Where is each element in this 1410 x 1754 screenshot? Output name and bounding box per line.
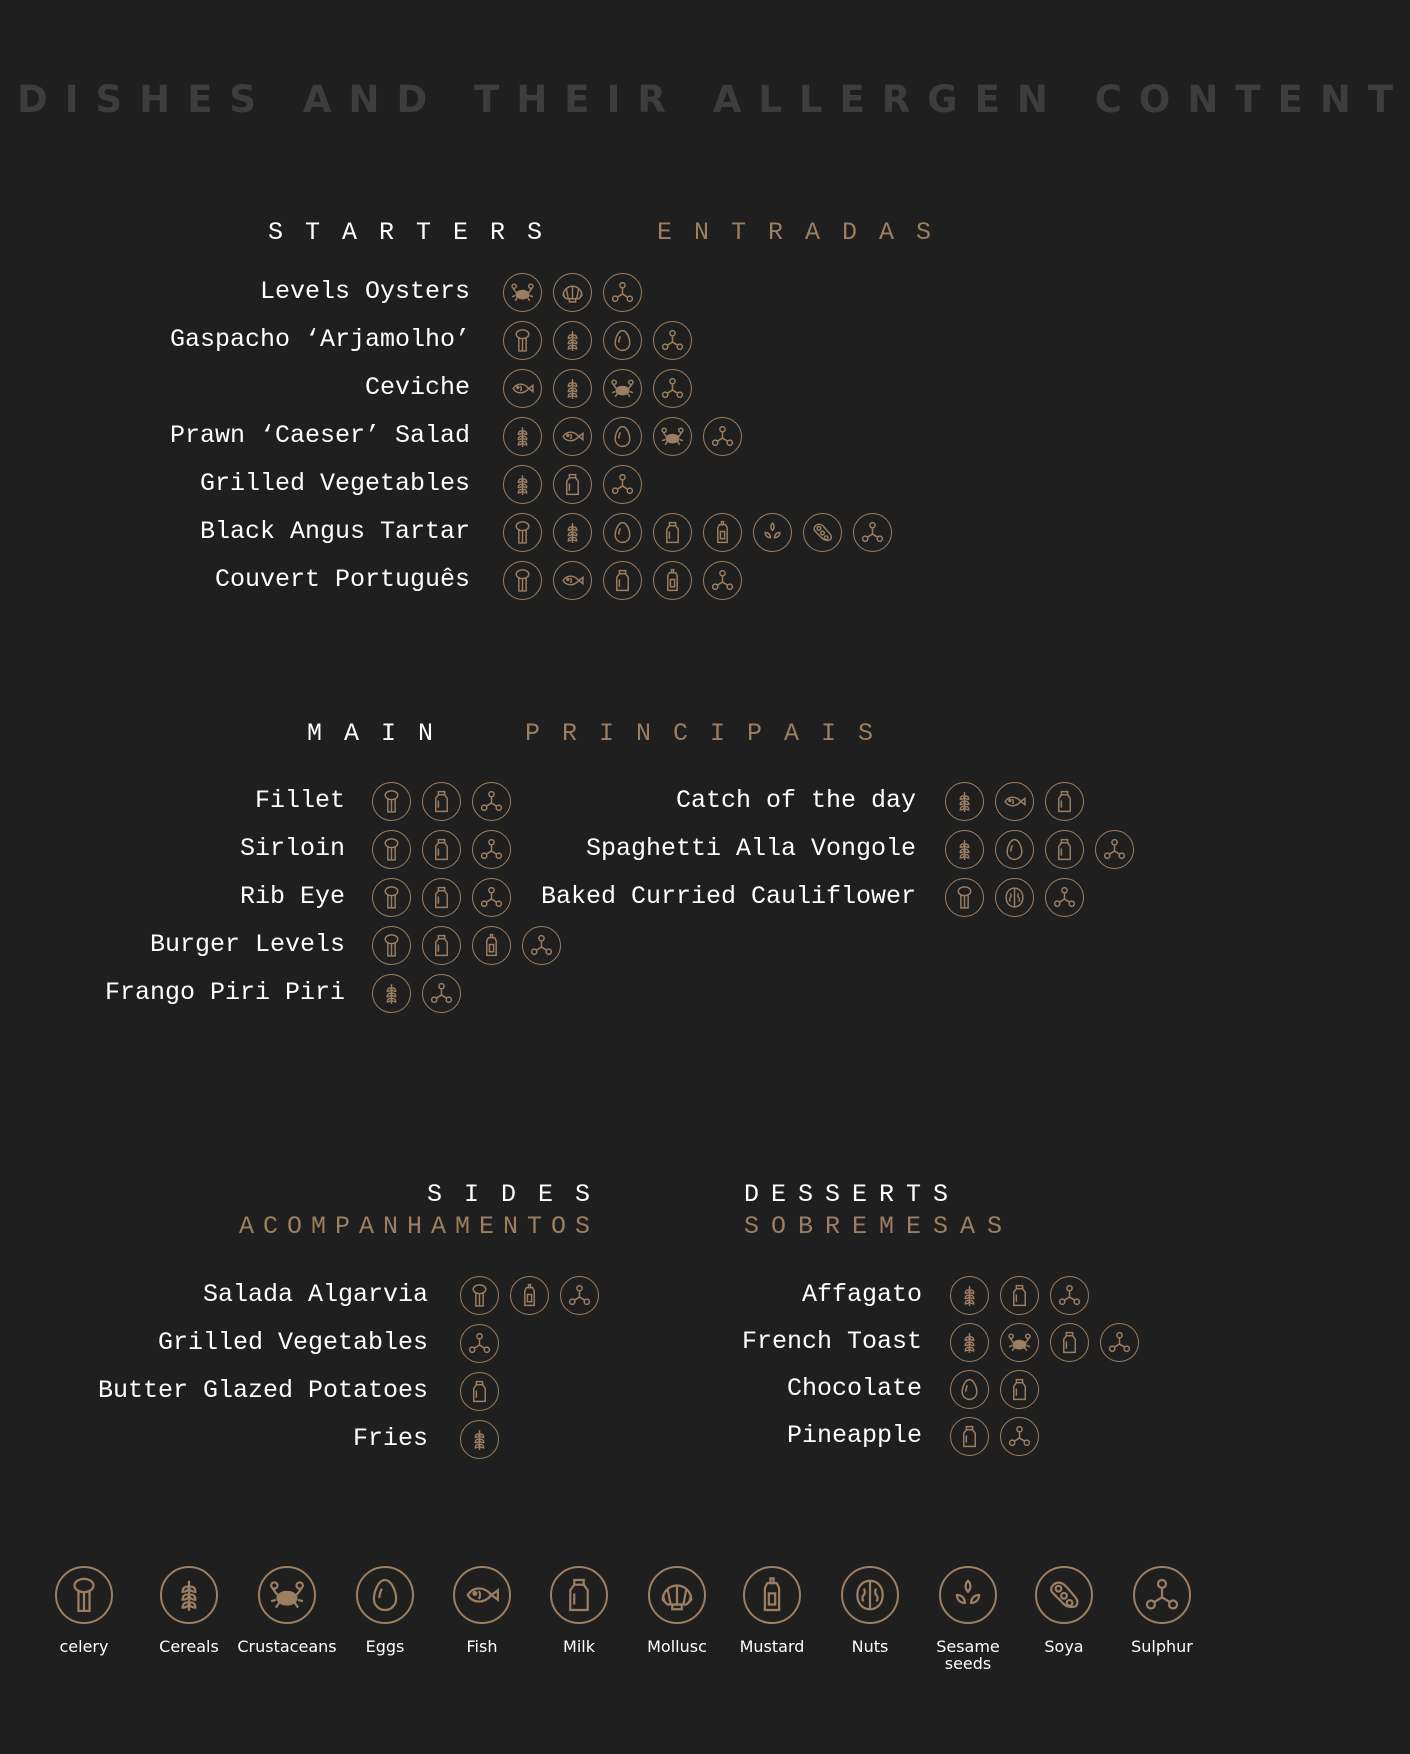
dish-name: Pineapple [786,1421,922,1450]
dish-name: Frango Piri Piri [104,978,345,1007]
fish-icon [995,782,1034,821]
dish-name: Levels Oysters [259,277,470,306]
starters-heading-pt: ENTRADAS [657,218,954,247]
mustard-icon [653,561,692,600]
legend-label: Milk [563,1637,595,1656]
allergen-icons [950,1417,1039,1456]
legend-label: Mollusc [647,1637,707,1656]
sulphur-icon [703,561,742,600]
legend-label: Crustaceans [237,1637,337,1656]
sulphur-icon [1050,1276,1089,1315]
legend-item-eggs [335,1566,435,1655]
allergen-icons [503,561,742,600]
starters-heading-en: STARTERS [268,218,565,247]
allergen-icons [503,369,692,408]
allergen-icons [945,878,1084,917]
cereals-icon [945,830,984,869]
eggs-icon [603,513,642,552]
legend-item-nuts [820,1566,920,1655]
allergen-icons [503,513,892,552]
allergen-icons [945,782,1084,821]
sesame-icon [939,1566,997,1624]
legend-item-mustard [722,1566,822,1655]
allergen-icons [503,465,642,504]
allergen-icons [945,830,1134,869]
desserts-heading-en: DESSERTS [744,1180,961,1209]
fish-icon [503,369,542,408]
milk-icon [1045,830,1084,869]
dish-name: Affagato [801,1280,922,1309]
dish-name: Baked Curried Cauliflower [540,882,916,911]
sulphur-icon [522,926,561,965]
milk-icon [950,1417,989,1456]
milk-icon [422,926,461,965]
milk-icon [653,513,692,552]
legend-label: Sesame seeds [936,1637,1000,1673]
eggs-icon [995,830,1034,869]
legend-item-sulphur [1112,1566,1212,1655]
dish-row [0,779,916,823]
allergen-icons [372,974,461,1013]
mustard-icon [472,926,511,965]
nuts-icon [995,878,1034,917]
cereals-icon [950,1276,989,1315]
sulphur-icon [703,417,742,456]
celery-icon [55,1566,113,1624]
sulphur-icon [1133,1566,1191,1624]
sulphur-icon [603,465,642,504]
allergen-icons [950,1370,1039,1409]
legend-label: Eggs [365,1637,405,1656]
sulphur-icon [653,369,692,408]
dish-name: Rib Eye [239,882,345,911]
cereals-icon [553,513,592,552]
allergen-icons [950,1323,1139,1362]
celery-icon [503,321,542,360]
sides-heading-en: SIDES [426,1180,612,1209]
dish-row [0,318,470,362]
milk-icon [1045,782,1084,821]
allergen-icons [950,1276,1089,1315]
milk-icon [1050,1323,1089,1362]
soya-icon [1035,1566,1093,1624]
legend-item-crustaceans [237,1566,337,1655]
main-heading-en: MAIN [307,719,456,748]
dish-row [0,510,470,554]
mollusc-icon [553,273,592,312]
dish-row [0,366,470,410]
dish-name: Spaghetti Alla Vongole [585,834,916,863]
fish-icon [553,561,592,600]
sulphur-icon [853,513,892,552]
dish-name: Fries [352,1424,428,1453]
cereals-icon [945,782,984,821]
legend-item-celery [34,1566,134,1655]
legend-label: Fish [466,1637,498,1656]
fish-icon [553,417,592,456]
desserts-heading-pt: SOBREMESAS [744,1212,1015,1241]
milk-icon [553,465,592,504]
celery-icon [945,878,984,917]
dish-row [0,1320,922,1364]
crustaceans-icon [503,273,542,312]
dish-name: Fillet [254,786,345,815]
milk-icon [603,561,642,600]
milk-icon [1000,1276,1039,1315]
eggs-icon [603,321,642,360]
crustaceans-icon [603,369,642,408]
dish-name: Chocolate [786,1374,922,1403]
legend-label: celery [59,1637,109,1656]
sulphur-icon [1045,878,1084,917]
eggs-icon [603,417,642,456]
dish-row [0,923,345,967]
dish-row [0,875,916,919]
celery-icon [503,561,542,600]
legend-label: Soya [1044,1637,1084,1656]
cereals-icon [503,465,542,504]
dish-row [0,1367,922,1411]
dish-row [0,827,916,871]
cereals-icon [372,974,411,1013]
dish-name: Butter Glazed Potatoes [97,1376,428,1405]
legend-label: Cereals [159,1637,219,1656]
dish-name: Burger Levels [149,930,345,959]
crustaceans-icon [258,1566,316,1624]
cereals-icon [503,417,542,456]
dish-row [0,270,470,314]
dish-row [0,1273,922,1317]
sesame-icon [753,513,792,552]
legend-label: Nuts [851,1637,889,1656]
mollusc-icon [648,1566,706,1624]
cereals-icon [160,1566,218,1624]
legend-item-cereals [139,1566,239,1655]
mustard-icon [703,513,742,552]
legend-label: Mustard [739,1637,805,1656]
dish-name: Black Angus Tartar [199,517,470,546]
legend-label: Sulphur [1131,1637,1193,1656]
dish-name: French Toast [741,1327,922,1356]
crustaceans-icon [1000,1323,1039,1362]
dish-name: Gaspacho ‘Arjamolho’ [169,325,470,354]
page-title: DISHES AND THEIR ALLERGEN CONTENT [17,78,1410,121]
dish-name: Prawn ‘Caeser’ Salad [169,421,470,450]
celery-icon [372,926,411,965]
dish-name: Ceviche [364,373,470,402]
allergen-icons [503,273,642,312]
dish-name: Couvert Português [214,565,470,594]
milk-icon [550,1566,608,1624]
legend-item-sesame [918,1566,1018,1672]
cereals-icon [553,321,592,360]
milk-icon [1000,1370,1039,1409]
legend-item-soya [1014,1566,1114,1655]
nuts-icon [841,1566,899,1624]
mustard-icon [743,1566,801,1624]
celery-icon [503,513,542,552]
dish-row [0,971,345,1015]
sulphur-icon [603,273,642,312]
eggs-icon [950,1370,989,1409]
sides-heading-pt: ACOMPANHAMENTOS [238,1212,599,1241]
legend-item-mollusc [627,1566,727,1655]
main-heading-pt: PRINCIPAIS [525,719,896,748]
sulphur-icon [1000,1417,1039,1456]
sulphur-icon [1100,1323,1139,1362]
legend-item-milk [529,1566,629,1655]
allergen-icons [503,417,742,456]
dish-row [0,462,470,506]
dish-row [0,1414,922,1458]
cereals-icon [950,1323,989,1362]
allergen-icons [503,321,692,360]
fish-icon [453,1566,511,1624]
allergen-icons [372,926,561,965]
crustaceans-icon [653,417,692,456]
soya-icon [803,513,842,552]
dish-row [0,414,470,458]
dish-row [0,558,470,602]
dish-name: Grilled Vegetables [157,1328,428,1357]
sulphur-icon [422,974,461,1013]
eggs-icon [356,1566,414,1624]
dish-name: Catch of the day [675,786,916,815]
legend-item-fish [432,1566,532,1655]
sulphur-icon [653,321,692,360]
dish-name: Grilled Vegetables [199,469,470,498]
cereals-icon [553,369,592,408]
dish-name: Sirloin [239,834,345,863]
sulphur-icon [1095,830,1134,869]
dish-name: Salada Algarvia [202,1280,428,1309]
